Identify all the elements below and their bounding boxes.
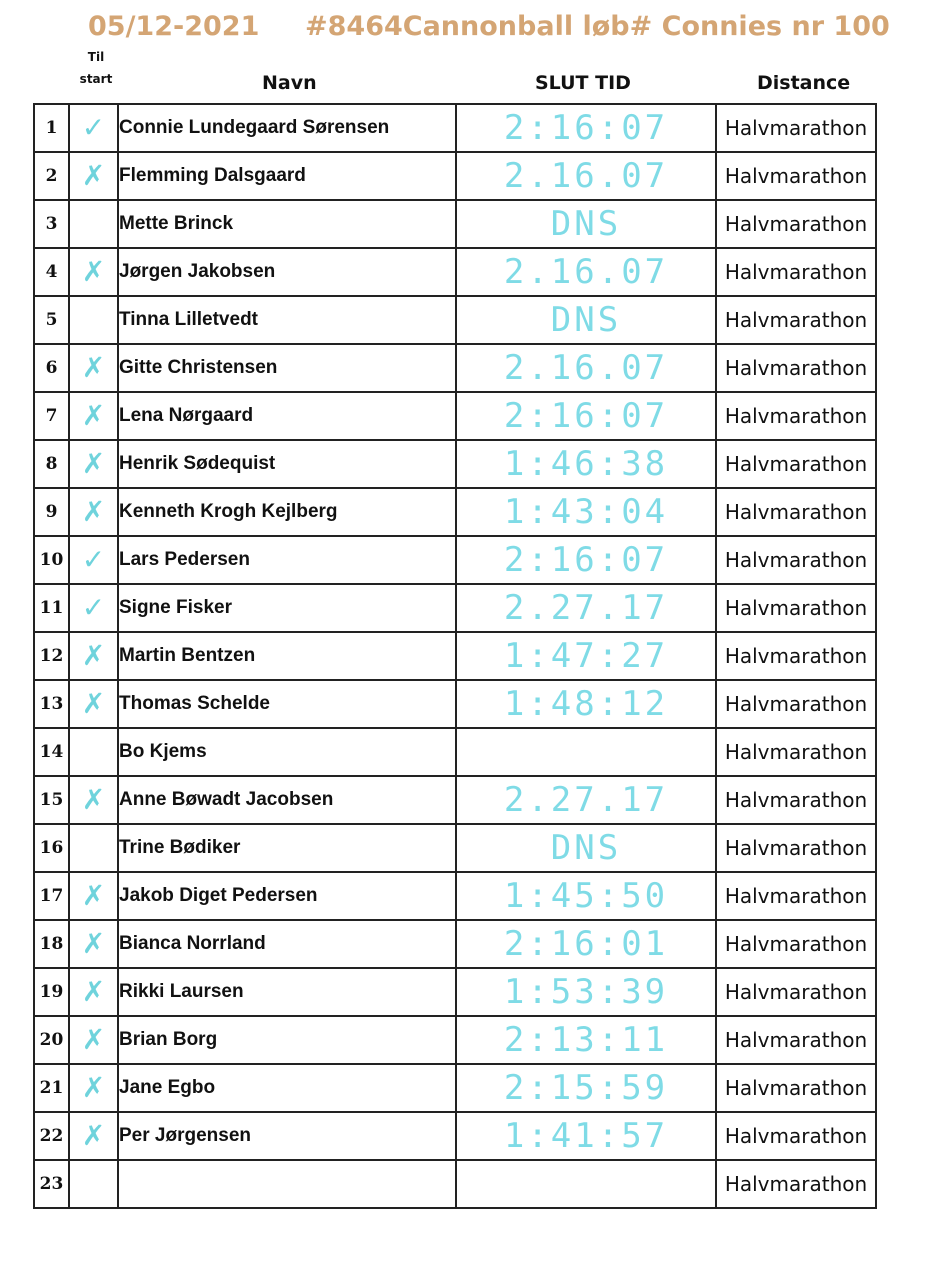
distance: Halvmarathon bbox=[724, 980, 868, 1004]
runner-name-cell bbox=[118, 152, 456, 200]
distance-cell bbox=[716, 1160, 876, 1208]
runner-name-cell bbox=[118, 440, 456, 488]
table-row bbox=[34, 296, 876, 344]
row-number: 16 bbox=[39, 838, 64, 858]
runner-name: Anne Bøwadt Jacobsen bbox=[119, 789, 334, 810]
distance-cell bbox=[716, 200, 876, 248]
table-row bbox=[34, 536, 876, 584]
finish-time: 1:46:38 bbox=[503, 444, 669, 484]
start-mark-cell bbox=[69, 1064, 118, 1112]
start-mark-cell bbox=[69, 200, 118, 248]
row-number-cell bbox=[34, 968, 69, 1016]
table-row bbox=[34, 872, 876, 920]
distance-cell bbox=[716, 296, 876, 344]
row-number: 9 bbox=[45, 502, 58, 522]
start-mark: ✗ bbox=[81, 255, 106, 288]
runner-name-cell bbox=[118, 920, 456, 968]
distance: Halvmarathon bbox=[724, 692, 868, 716]
row-number: 23 bbox=[39, 1174, 64, 1194]
row-number-cell bbox=[34, 776, 69, 824]
finish-time-cell bbox=[456, 1064, 716, 1112]
distance: Halvmarathon bbox=[724, 116, 868, 140]
distance-cell bbox=[716, 968, 876, 1016]
distance: Halvmarathon bbox=[724, 788, 868, 812]
row-number-cell bbox=[34, 200, 69, 248]
finish-time-cell bbox=[456, 152, 716, 200]
start-mark-cell bbox=[69, 872, 118, 920]
table-row bbox=[34, 968, 876, 1016]
finish-time-cell bbox=[456, 584, 716, 632]
runner-name: Flemming Dalsgaard bbox=[119, 165, 306, 186]
table-row bbox=[34, 200, 876, 248]
row-number: 11 bbox=[39, 598, 64, 618]
runner-name-cell bbox=[118, 968, 456, 1016]
row-number-cell bbox=[34, 392, 69, 440]
finish-time-cell bbox=[456, 968, 716, 1016]
runner-name: Gitte Christensen bbox=[119, 357, 278, 378]
finish-time: 2.27.17 bbox=[503, 780, 669, 820]
table-row bbox=[34, 632, 876, 680]
distance-cell bbox=[716, 152, 876, 200]
row-number-cell bbox=[34, 296, 69, 344]
table-row bbox=[34, 1016, 876, 1064]
runner-name-cell bbox=[118, 1064, 456, 1112]
event-date: 05/12-2021 bbox=[88, 11, 260, 42]
finish-time: 2.16.07 bbox=[503, 252, 669, 292]
distance: Halvmarathon bbox=[724, 404, 868, 428]
runner-name: Bo Kjems bbox=[119, 741, 207, 762]
distance: Halvmarathon bbox=[724, 500, 868, 524]
start-mark-cell bbox=[69, 728, 118, 776]
distance: Halvmarathon bbox=[724, 836, 868, 860]
finish-time: 1:41:57 bbox=[503, 1116, 669, 1156]
row-number-cell bbox=[34, 344, 69, 392]
runner-name: Bianca Norrland bbox=[119, 933, 266, 954]
distance-column-header: Distance bbox=[757, 72, 851, 94]
row-number-cell bbox=[34, 248, 69, 296]
row-number: 6 bbox=[45, 358, 58, 378]
distance: Halvmarathon bbox=[724, 452, 868, 476]
start-mark-cell bbox=[69, 776, 118, 824]
table-row bbox=[34, 248, 876, 296]
row-number-cell bbox=[34, 104, 69, 152]
table-row bbox=[34, 104, 876, 152]
start-mark-cell bbox=[69, 1160, 118, 1208]
distance: Halvmarathon bbox=[724, 932, 868, 956]
distance-cell bbox=[716, 872, 876, 920]
start-mark: ✗ bbox=[81, 399, 106, 432]
distance-cell bbox=[716, 440, 876, 488]
finish-time: 1:43:04 bbox=[503, 492, 669, 532]
start-column-header bbox=[76, 46, 116, 90]
row-number: 10 bbox=[39, 550, 64, 570]
finish-time: 2:16:07 bbox=[503, 540, 669, 580]
runner-name-cell bbox=[118, 536, 456, 584]
runner-name-cell bbox=[118, 728, 456, 776]
row-number: 8 bbox=[45, 454, 58, 474]
finish-time-cell bbox=[456, 728, 716, 776]
row-number-cell bbox=[34, 1160, 69, 1208]
start-mark: ✗ bbox=[81, 927, 106, 960]
distance: Halvmarathon bbox=[724, 596, 868, 620]
start-mark-cell bbox=[69, 488, 118, 536]
runner-name-cell bbox=[118, 1016, 456, 1064]
distance-cell bbox=[716, 1016, 876, 1064]
runner-name-cell bbox=[118, 872, 456, 920]
start-mark-cell bbox=[69, 680, 118, 728]
distance: Halvmarathon bbox=[724, 1124, 868, 1148]
finish-time: 1:48:12 bbox=[503, 684, 669, 724]
finish-time-cell bbox=[456, 296, 716, 344]
start-mark: ✗ bbox=[81, 447, 106, 480]
start-mark: ✗ bbox=[81, 1119, 106, 1152]
table-row bbox=[34, 776, 876, 824]
row-number: 12 bbox=[39, 646, 64, 666]
table-row bbox=[34, 1160, 876, 1208]
row-number: 20 bbox=[39, 1030, 64, 1050]
runner-name: Jane Egbo bbox=[119, 1077, 216, 1098]
finish-time: 2.16.07 bbox=[503, 156, 669, 196]
row-number-cell bbox=[34, 152, 69, 200]
start-mark-cell bbox=[69, 536, 118, 584]
runner-name-cell bbox=[118, 200, 456, 248]
distance-cell bbox=[716, 920, 876, 968]
distance-cell bbox=[716, 1064, 876, 1112]
finish-time-cell bbox=[456, 1016, 716, 1064]
start-mark-cell bbox=[69, 104, 118, 152]
runner-name-cell bbox=[118, 1160, 456, 1208]
start-mark: ✗ bbox=[81, 879, 106, 912]
start-mark-cell bbox=[69, 152, 118, 200]
runner-name-cell bbox=[118, 248, 456, 296]
start-mark-cell bbox=[69, 296, 118, 344]
start-mark: ✓ bbox=[81, 111, 106, 144]
finish-time: 1:47:27 bbox=[503, 636, 669, 676]
distance-cell bbox=[716, 632, 876, 680]
distance-cell bbox=[716, 344, 876, 392]
row-number-cell bbox=[34, 920, 69, 968]
finish-time-cell bbox=[456, 680, 716, 728]
table-row bbox=[34, 344, 876, 392]
time-column-header: SLUT TID bbox=[535, 72, 631, 94]
start-mark: ✗ bbox=[81, 975, 106, 1008]
runner-name: Mette Brinck bbox=[119, 213, 234, 234]
start-mark-cell bbox=[69, 248, 118, 296]
row-number-cell bbox=[34, 584, 69, 632]
start-mark: ✗ bbox=[81, 159, 106, 192]
start-mark: ✗ bbox=[81, 783, 106, 816]
row-number: 13 bbox=[39, 694, 64, 714]
row-number: 7 bbox=[45, 406, 58, 426]
finish-time: 2:15:59 bbox=[503, 1068, 669, 1108]
start-mark-cell bbox=[69, 584, 118, 632]
row-number-cell bbox=[34, 1112, 69, 1160]
finish-time-cell bbox=[456, 344, 716, 392]
table-row bbox=[34, 488, 876, 536]
runner-name: Thomas Schelde bbox=[119, 693, 270, 714]
finish-time-cell bbox=[456, 1112, 716, 1160]
start-mark-cell bbox=[69, 1016, 118, 1064]
runner-name: Rikki Laursen bbox=[119, 981, 244, 1002]
runner-name-cell bbox=[118, 680, 456, 728]
row-number-cell bbox=[34, 872, 69, 920]
runner-name-cell bbox=[118, 1112, 456, 1160]
distance: Halvmarathon bbox=[724, 260, 868, 284]
finish-time-cell bbox=[456, 920, 716, 968]
runner-name: Brian Borg bbox=[119, 1029, 218, 1050]
start-mark: ✗ bbox=[81, 639, 106, 672]
row-number-cell bbox=[34, 440, 69, 488]
distance: Halvmarathon bbox=[724, 884, 868, 908]
row-number: 14 bbox=[39, 742, 64, 762]
row-number: 22 bbox=[39, 1126, 64, 1146]
start-mark: ✗ bbox=[81, 495, 106, 528]
distance: Halvmarathon bbox=[724, 1076, 868, 1100]
row-number-cell bbox=[34, 488, 69, 536]
row-number: 17 bbox=[39, 886, 64, 906]
start-header-line-2: start bbox=[79, 72, 113, 86]
row-number: 19 bbox=[39, 982, 64, 1002]
name-column-header: Navn bbox=[262, 72, 317, 94]
finish-time: 1:53:39 bbox=[503, 972, 669, 1012]
finish-time-cell bbox=[456, 392, 716, 440]
start-mark: ✗ bbox=[81, 1071, 106, 1104]
runner-name: Per Jørgensen bbox=[119, 1125, 251, 1146]
runner-name: Tinna Lilletvedt bbox=[119, 309, 259, 330]
table-row bbox=[34, 584, 876, 632]
finish-time-cell bbox=[456, 536, 716, 584]
finish-time: 2:13:11 bbox=[503, 1020, 669, 1060]
runner-name: Connie Lundegaard Sørensen bbox=[119, 117, 390, 138]
distance: Halvmarathon bbox=[724, 548, 868, 572]
row-number-cell bbox=[34, 824, 69, 872]
start-mark-cell bbox=[69, 632, 118, 680]
table-row bbox=[34, 392, 876, 440]
table-row bbox=[34, 1064, 876, 1112]
finish-time: 1:45:50 bbox=[503, 876, 669, 916]
runner-name: Lena Nørgaard bbox=[119, 405, 254, 426]
finish-time: 2.27.17 bbox=[503, 588, 669, 628]
finish-time: 2:16:07 bbox=[503, 396, 669, 436]
finish-time: DNS bbox=[550, 204, 622, 244]
distance-cell bbox=[716, 536, 876, 584]
runner-name: Kenneth Krogh Kejlberg bbox=[119, 501, 338, 522]
runner-name: Martin Bentzen bbox=[119, 645, 256, 666]
distance-cell bbox=[716, 1112, 876, 1160]
table-row bbox=[34, 920, 876, 968]
row-number-cell bbox=[34, 632, 69, 680]
row-number-cell bbox=[34, 1016, 69, 1064]
distance: Halvmarathon bbox=[724, 644, 868, 668]
finish-time-cell bbox=[456, 440, 716, 488]
runner-name: Jørgen Jakobsen bbox=[119, 261, 276, 282]
distance-cell bbox=[716, 104, 876, 152]
distance-cell bbox=[716, 392, 876, 440]
table-row bbox=[34, 728, 876, 776]
finish-time-cell bbox=[456, 1160, 716, 1208]
finish-time: 2.16.07 bbox=[503, 348, 669, 388]
row-number: 3 bbox=[45, 214, 58, 234]
runner-name: Jakob Diget Pedersen bbox=[119, 885, 318, 906]
runner-name-cell bbox=[118, 632, 456, 680]
runner-name: Henrik Sødequist bbox=[119, 453, 276, 474]
runner-name: Trine Bødiker bbox=[119, 837, 241, 858]
runner-name-cell bbox=[118, 104, 456, 152]
start-mark-cell bbox=[69, 1112, 118, 1160]
row-number-cell bbox=[34, 1064, 69, 1112]
distance: Halvmarathon bbox=[724, 164, 868, 188]
runner-name: Lars Pedersen bbox=[119, 549, 250, 570]
distance: Halvmarathon bbox=[724, 1172, 868, 1196]
distance: Halvmarathon bbox=[724, 356, 868, 380]
start-mark-cell bbox=[69, 392, 118, 440]
start-mark: ✓ bbox=[81, 591, 106, 624]
finish-time: DNS bbox=[550, 828, 622, 868]
finish-time-cell bbox=[456, 248, 716, 296]
row-number: 2 bbox=[45, 166, 58, 186]
distance-cell bbox=[716, 824, 876, 872]
results-table bbox=[33, 103, 877, 1209]
finish-time-cell bbox=[456, 776, 716, 824]
start-mark: ✓ bbox=[81, 543, 106, 576]
runner-name-cell bbox=[118, 488, 456, 536]
runner-name: Signe Fisker bbox=[119, 597, 232, 618]
results-table-body bbox=[34, 104, 876, 1208]
runner-name-cell bbox=[118, 296, 456, 344]
table-row bbox=[34, 1112, 876, 1160]
finish-time-cell bbox=[456, 872, 716, 920]
distance: Halvmarathon bbox=[724, 212, 868, 236]
runner-name-cell bbox=[118, 392, 456, 440]
start-mark-cell bbox=[69, 824, 118, 872]
row-number: 21 bbox=[39, 1078, 64, 1098]
distance-cell bbox=[716, 776, 876, 824]
finish-time-cell bbox=[456, 200, 716, 248]
distance: Halvmarathon bbox=[724, 1028, 868, 1052]
table-row bbox=[34, 440, 876, 488]
finish-time: DNS bbox=[550, 300, 622, 340]
runner-name-cell bbox=[118, 584, 456, 632]
runner-name-cell bbox=[118, 824, 456, 872]
row-number: 15 bbox=[39, 790, 64, 810]
row-number: 5 bbox=[45, 310, 58, 330]
distance: Halvmarathon bbox=[724, 740, 868, 764]
finish-time-cell bbox=[456, 632, 716, 680]
distance: Halvmarathon bbox=[724, 308, 868, 332]
distance-cell bbox=[716, 728, 876, 776]
start-mark-cell bbox=[69, 344, 118, 392]
row-number-cell bbox=[34, 728, 69, 776]
finish-time: 2:16:07 bbox=[503, 108, 669, 148]
start-header-line-1: Til bbox=[87, 50, 105, 64]
start-mark-cell bbox=[69, 968, 118, 1016]
start-mark-cell bbox=[69, 440, 118, 488]
distance-cell bbox=[716, 680, 876, 728]
row-number: 1 bbox=[45, 118, 58, 138]
finish-time-cell bbox=[456, 488, 716, 536]
finish-time-cell bbox=[456, 104, 716, 152]
start-mark: ✗ bbox=[81, 1023, 106, 1056]
finish-time: 2:16:01 bbox=[503, 924, 669, 964]
finish-time-cell bbox=[456, 824, 716, 872]
distance-cell bbox=[716, 584, 876, 632]
distance-cell bbox=[716, 488, 876, 536]
table-row bbox=[34, 824, 876, 872]
row-number-cell bbox=[34, 680, 69, 728]
start-mark-cell bbox=[69, 920, 118, 968]
start-mark: ✗ bbox=[81, 351, 106, 384]
row-number-cell bbox=[34, 536, 69, 584]
event-title: #8464Cannonball løb# Connies nr 100 bbox=[305, 11, 890, 42]
start-mark: ✗ bbox=[81, 687, 106, 720]
row-number: 4 bbox=[45, 262, 58, 282]
runner-name-cell bbox=[118, 344, 456, 392]
distance-cell bbox=[716, 248, 876, 296]
table-row bbox=[34, 680, 876, 728]
row-number: 18 bbox=[39, 934, 64, 954]
table-row bbox=[34, 152, 876, 200]
runner-name-cell bbox=[118, 776, 456, 824]
